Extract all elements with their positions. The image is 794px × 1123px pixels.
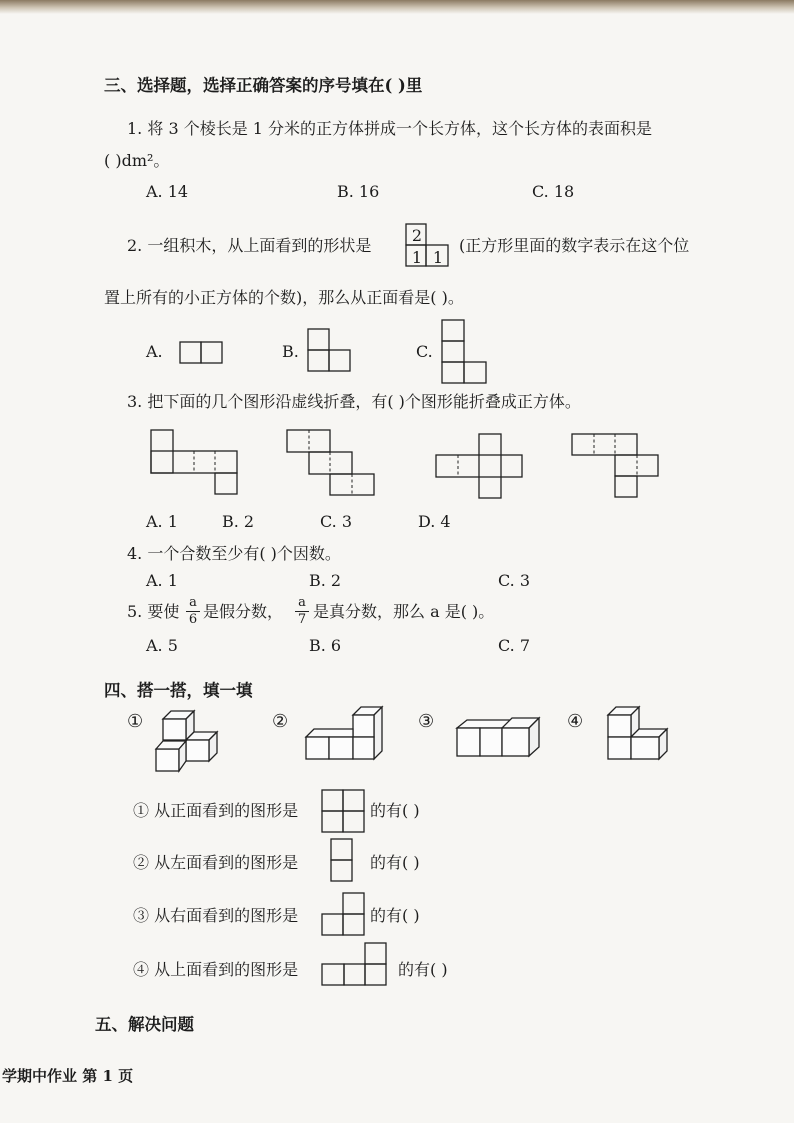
q2-option-a-shape (180, 342, 226, 366)
bleed-through-text (478, 76, 562, 92)
page-top-edge (0, 0, 794, 14)
q5-option-b: B. 6 (309, 636, 342, 655)
q2-grid-cell-top: 2 (411, 226, 423, 245)
figure-3-cubes (457, 716, 543, 762)
figure-4-label: ④ (567, 711, 584, 732)
q1-option-b: B. 16 (337, 182, 380, 201)
q5-fraction-a-over-7 (295, 596, 309, 627)
row-1-text: ① 从正面看到的图形是 (133, 801, 299, 820)
figure-2-label: ② (272, 711, 289, 732)
row-4-answer: 的有( ) (398, 960, 448, 979)
q1-line2: ( )dm²。 (104, 151, 170, 170)
q4-option-b: B. 2 (309, 571, 342, 590)
figure-2-cubes (306, 707, 386, 763)
q5-post: 是真分数，那么 a 是( )。 (313, 602, 495, 621)
row-4-top-view-shape (322, 943, 390, 989)
section-4-title: 四、搭一搭，填一填 (104, 681, 253, 700)
q5-mid: 是假分数， (203, 602, 284, 621)
q4-option-a: A. 1 (146, 571, 178, 590)
q2-option-c-shape (442, 320, 490, 386)
row-1-front-view-shape (322, 790, 368, 836)
q3-net-a (151, 430, 241, 496)
row-2-left-view-shape (331, 839, 355, 885)
q2-option-b-shape (308, 329, 354, 375)
q5-fraction-a-over-6 (186, 596, 200, 627)
row-3-answer: 的有( ) (370, 906, 420, 925)
q3-text: 3. 把下面的几个图形沿虚线折叠，有( )个图形能折叠成正方体。 (127, 392, 581, 411)
row-3-text: ③ 从右面看到的图形是 (133, 906, 299, 925)
q2-line1-pre: 2. 一组积木，从上面看到的形状是 (127, 236, 372, 255)
q2-grid-cell-bottom-right: 1 (432, 248, 444, 267)
row-2-text: ② 从左面看到的图形是 (133, 853, 299, 872)
q3-net-d (572, 434, 664, 500)
bleed-through-text (484, 326, 554, 342)
row-4-text: ④ 从上面看到的图形是 (133, 960, 299, 979)
q3-net-c (436, 434, 526, 500)
section-5-title: 五、解决问题 (95, 1015, 194, 1034)
q2-line2: 置上所有的小正方体的个数)，那么从正面看是( )。 (104, 288, 464, 307)
bleed-through-text (452, 790, 522, 806)
q1-option-a: A. 14 (146, 182, 189, 201)
q3-option-d: D. 4 (418, 512, 451, 531)
q5-f1-denominator: 6 (188, 612, 198, 627)
figure-3-label: ③ (418, 711, 435, 732)
row-2-answer: 的有( ) (370, 853, 420, 872)
row-3-right-view-shape (322, 893, 368, 939)
q5-f2-numerator: a (298, 595, 306, 610)
q5-pre: 5. 要使 (127, 602, 180, 621)
q2-option-a-label: A. (146, 342, 163, 361)
q5-f2-denominator: 7 (297, 612, 307, 627)
q4-option-c: C. 3 (498, 571, 531, 590)
section-3-title: 三、选择题，选择正确答案的序号填在( )里 (104, 76, 423, 95)
q3-option-b: B. 2 (222, 512, 255, 531)
figure-1-cubes (156, 711, 220, 773)
q1-option-c: C. 18 (532, 182, 575, 201)
q1-line1: 1. 将 3 个棱长是 1 分米的正方体拼成一个长方体，这个长方体的表面积是 (127, 119, 653, 138)
q2-line1-post: (正方形里面的数字表示在这个位 (459, 236, 690, 255)
q5-option-a: A. 5 (146, 636, 178, 655)
page-footer: 学期中作业 第 1 页 (2, 1067, 134, 1085)
q3-option-c: C. 3 (320, 512, 353, 531)
q3-option-a: A. 1 (146, 512, 178, 531)
q2-grid-cell-bottom-left: 1 (411, 248, 423, 267)
q2-option-c-label: C. (416, 342, 433, 361)
q5-option-c: C. 7 (498, 636, 531, 655)
row-1-answer: 的有( ) (370, 801, 420, 820)
q4-text: 4. 一个合数至少有( )个因数。 (127, 544, 341, 563)
q2-option-b-label: B. (282, 342, 299, 361)
bleed-through-text (426, 544, 552, 560)
q5-f1-numerator: a (189, 595, 197, 610)
figure-4-cubes (608, 707, 672, 765)
q3-net-b (287, 430, 377, 498)
figure-1-label: ① (127, 711, 144, 732)
